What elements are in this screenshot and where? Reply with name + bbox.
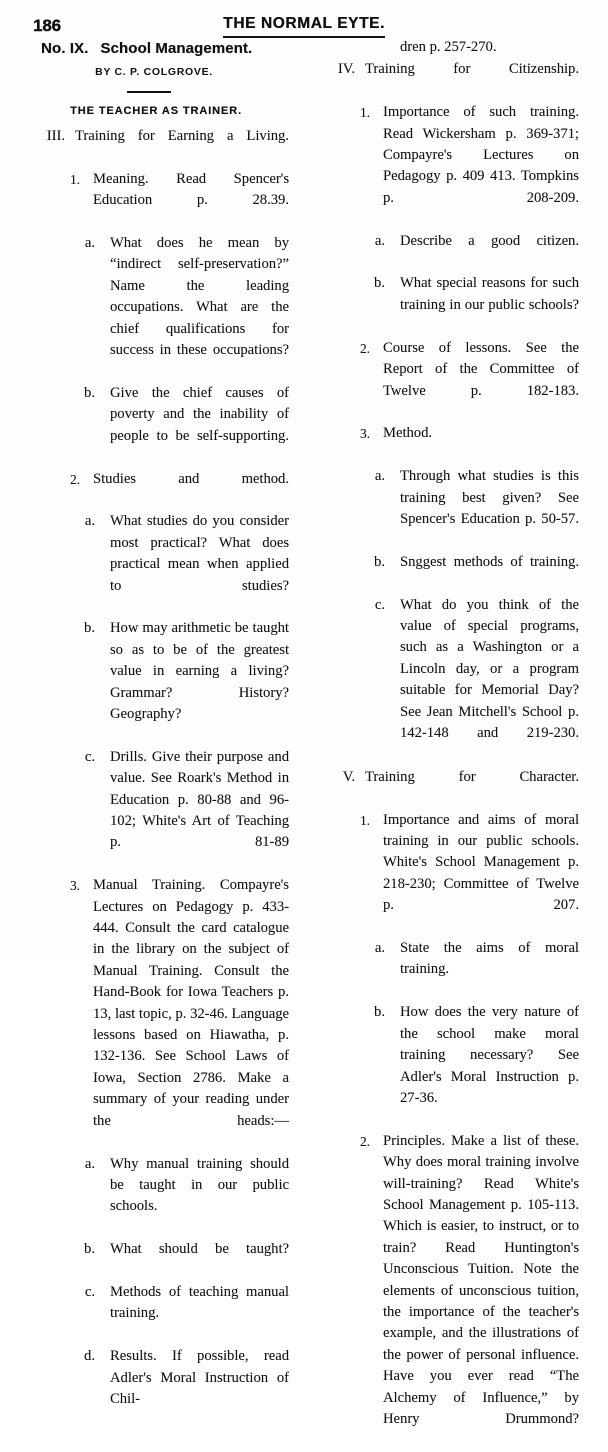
outline-text: What special reasons for such training in our public schools? xyxy=(400,275,579,313)
outline-text: Why manual training should be taught in our public schools. xyxy=(110,1155,289,1215)
outline-marker: 1. xyxy=(359,812,370,828)
outline-entry xyxy=(323,273,579,337)
outline-marker: b. xyxy=(84,384,95,401)
publication-title: THE NORMAL EYTE. xyxy=(223,15,385,32)
outline-entry xyxy=(323,338,579,424)
outline-marker: d. xyxy=(84,1348,95,1365)
outline-entry xyxy=(33,383,289,469)
column-right xyxy=(323,36,579,1452)
outline-entry xyxy=(323,423,579,466)
outline-marker: 2. xyxy=(359,1133,370,1149)
outline-marker: 3. xyxy=(69,878,80,894)
outline-text: Through what studies is this training best given? See Spencer's Education p. 50-57. xyxy=(400,468,579,527)
outline-marker: V. xyxy=(342,768,355,785)
outline-entry xyxy=(33,126,289,169)
outline-marker: a. xyxy=(374,940,385,957)
outline-marker: 2. xyxy=(359,340,370,356)
outline-entry xyxy=(323,231,579,274)
outline-marker: a. xyxy=(84,513,95,530)
outline-marker: b. xyxy=(374,275,385,292)
outline-text: State the aims of moral training. xyxy=(400,940,579,978)
outline-entry xyxy=(33,233,289,383)
outline-entry xyxy=(33,1282,289,1346)
outline-marker: b. xyxy=(84,1241,95,1258)
outline-entry xyxy=(323,938,579,1002)
outline-text: Training for Earning a Living. xyxy=(75,128,289,144)
outline-entry xyxy=(33,169,289,233)
outline-text: What should be taught? xyxy=(110,1241,289,1258)
outline-marker: 2. xyxy=(69,471,80,487)
outline-entry xyxy=(33,618,289,746)
outline-marker: b. xyxy=(374,1004,385,1021)
outline-marker: c. xyxy=(84,748,95,765)
outline-entry xyxy=(323,810,579,938)
outline-text: Training for Character. xyxy=(365,768,579,785)
outline-marker: a. xyxy=(84,1155,95,1172)
outline-entry xyxy=(323,102,579,230)
outline-text: Importance of such training. Read Wickersham p. 369-371; Compayre's Lectures on Pedagogy p. 409 413. Tompkins p. 208-209. xyxy=(383,104,579,206)
outline-text: Methods of teaching manual training. xyxy=(110,1283,289,1322)
outline-entry xyxy=(323,1131,579,1452)
outline-entry xyxy=(323,767,579,810)
outline-entry xyxy=(323,59,579,102)
outline-marker: a. xyxy=(374,468,385,485)
outline-marker: c. xyxy=(84,1283,95,1300)
outline-text: Principles. Make a list of these. Why does moral training involve will-training? Read White's School Management p. 105-113. Which is easier, to instruct, or to train? Read Huntington's Unconscious Tuition. Note the elements of unconscious tuition, the importance of the teacher's example, and the illustrations of the power of personal influence. Have you ever read “The Alchemy of Influence,” by Henry Drummond? xyxy=(383,1132,579,1427)
outline-entry xyxy=(323,595,579,766)
column-left xyxy=(33,36,289,1432)
outline-marker: IV. xyxy=(337,61,355,78)
outline-text: Describe a good citizen. xyxy=(400,232,579,249)
outline-marker: III. xyxy=(46,128,65,144)
outline-text: Method. xyxy=(383,425,433,442)
outline-text: Course of lessons. See the Report of the Committee of Twelve p. 182-183. xyxy=(383,339,579,399)
section-divider xyxy=(127,91,171,93)
outline-entry xyxy=(323,1002,579,1130)
outline-text: Training for Citizenship. xyxy=(365,61,579,78)
page-number: 186 xyxy=(33,16,61,35)
outline-text: Give the chief causes of poverty and the inability of people to be self-supporting. xyxy=(110,384,289,444)
outline-entry xyxy=(33,1154,289,1240)
outline-list-left xyxy=(33,126,289,1432)
outline-text: Importance and aims of moral training in our public schools. White's School Management p. 218-230; Committee of Twelve p. 207. xyxy=(383,811,579,914)
outline-text: What studies do you consider most practical? What does practical mean when applied to studies? xyxy=(110,513,289,594)
outline-marker: a. xyxy=(374,232,385,249)
outline-text: Studies and method. xyxy=(93,470,289,487)
article-number: No. IX. xyxy=(41,40,89,57)
outline-marker: a. xyxy=(84,235,95,252)
outline-list-right xyxy=(323,59,579,1451)
outline-entry xyxy=(33,469,289,512)
outline-marker: 1. xyxy=(69,171,80,187)
article-title: School Management. xyxy=(100,40,253,57)
body-columns xyxy=(33,36,579,1452)
article-subheading: THE TEACHER AS TRAINER. xyxy=(70,105,242,117)
column-runover-text: dren p. 257-270. xyxy=(400,39,497,55)
outline-text: Manual Training. Compayre's Lectures on Pedagogy p. 433-444. Consult the card catalogue in the library on the subject of Manual Training. Consult the Hand-Book for Iowa Teachers p. 13, last topic, p. 32-46. Language lessons based on Hiawatha, p. 132-136. See School Laws of Iowa, Section 2786. Make a summary of your reading under the heads:— xyxy=(93,877,289,1129)
outline-text: What does he mean by “indirect self-preservation?” Name the leading occupations. What are the chief qualifications for success in these occupations? xyxy=(110,235,289,359)
outline-marker: 3. xyxy=(359,426,370,442)
outline-marker: b. xyxy=(84,620,95,637)
outline-text: How does the very nature of the school make moral training necessary? See Adler's Moral Instruction p. 27-36. xyxy=(400,1004,579,1106)
outline-text: Snggest methods of training. xyxy=(400,553,579,570)
outline-entry xyxy=(33,1346,289,1432)
outline-entry xyxy=(323,552,579,595)
outline-entry xyxy=(33,511,289,618)
outline-entry xyxy=(33,875,289,1153)
article-heading xyxy=(41,40,289,57)
outline-entry xyxy=(33,747,289,875)
outline-marker: b. xyxy=(374,553,385,570)
article-byline: BY C. P. COLGROVE. xyxy=(95,66,213,78)
outline-entry xyxy=(33,1239,289,1282)
outline-text: Drills. Give their purpose and value. See Roark's Method in Education p. 80-88 and 96-102; White's Art of Teaching p. 81-89 xyxy=(110,748,289,851)
outline-text: Results. If possible, read Adler's Moral Instruction of Chil- xyxy=(110,1348,289,1407)
outline-text: Meaning. Read Spencer's Education p. 28.39. xyxy=(93,170,289,209)
outline-entry xyxy=(323,466,579,552)
outline-marker: c. xyxy=(374,596,385,613)
outline-text: What do you think of the value of special programs, such as a Washington or a Lincoln day, or a program suitable for Memorial Day? See Jean Mitchell's School p. 142-148 and 219-230. xyxy=(400,596,579,741)
outline-text: How may arithmetic be taught so as to be of the greatest value in earning a living? Grammar? History? Geography? xyxy=(110,620,289,722)
outline-marker: 1. xyxy=(359,105,370,121)
